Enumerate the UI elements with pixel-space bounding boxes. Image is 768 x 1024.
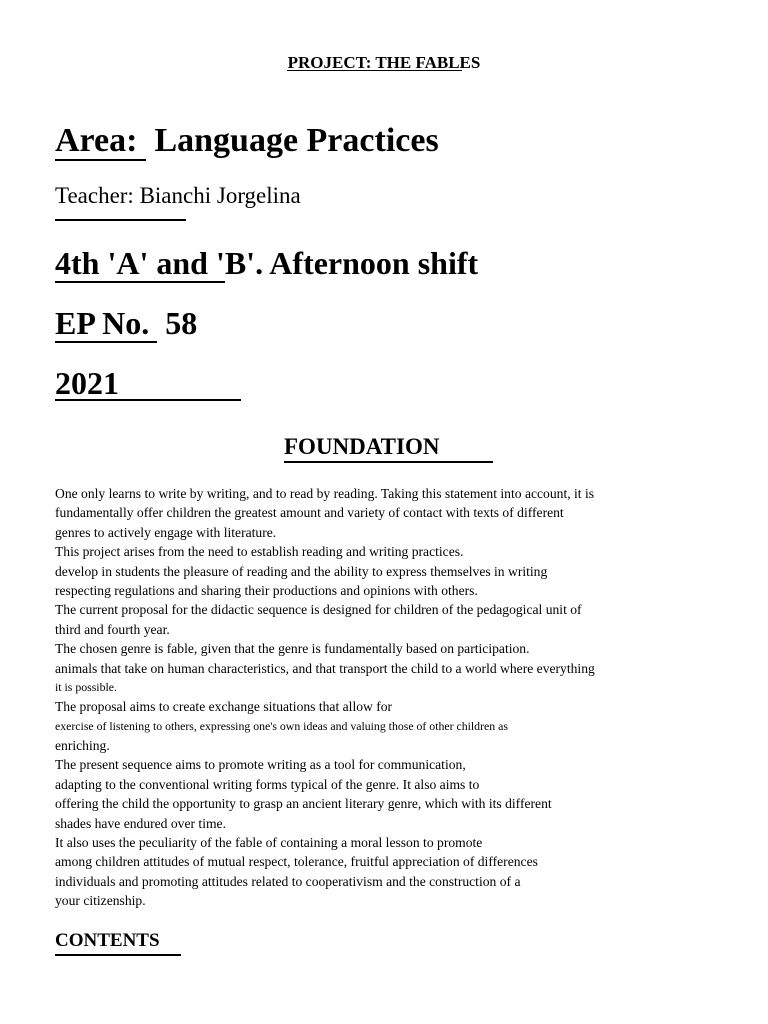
area-value: Language Practices [154, 122, 439, 159]
body-line: adapting to the conventional writing forms typical of the genre. It also aims to [55, 776, 480, 792]
body-line: it is possible. [55, 679, 117, 694]
body-line: The present sequence aims to promote writing as a tool for communication, [55, 757, 466, 773]
teacher-underline [55, 219, 186, 221]
foundation-underline [284, 461, 493, 463]
foundation-body [55, 484, 715, 911]
body-line: shades have endured over time. [55, 815, 226, 831]
grade-rest: B'. Afternoon shift [224, 245, 479, 281]
body-line: animals that take on human characteristics, and that transport the child to a world where everything [55, 660, 595, 676]
body-line: exercise of listening to others, expressing one's own ideas and valuing those of other children as [55, 718, 508, 733]
teacher-line-text: Teacher: Bianchi Jorgelina [55, 183, 301, 208]
body-line: This project arises from the need to establish reading and writing practices. [55, 544, 464, 560]
project-title-text: PROJECT: THE FABLES [287, 53, 481, 72]
body-line: your citizenship. [55, 893, 146, 909]
grade-underlined-part: 4th 'A' and ' [55, 245, 225, 281]
contents-underline [55, 954, 181, 956]
project-title [0, 53, 768, 73]
body-line: among children attitudes of mutual respect, tolerance, fruitful appreciation of differences [55, 854, 538, 870]
area-heading [55, 122, 439, 160]
contents-heading: CONTENTS [55, 930, 160, 951]
foundation-heading: FOUNDATION [284, 434, 440, 459]
body-line: offering the child the opportunity to grasp an ancient literary genre, which with its different [55, 796, 552, 812]
body-line: respecting regulations and sharing their productions and opinions with others. [55, 582, 478, 598]
body-line: enriching. [55, 738, 110, 754]
school-value: 58 [165, 305, 198, 341]
body-line: genres to actively engage with literature. [55, 524, 277, 540]
body-line: fundamentally offer children the greatest amount and variety of contact with texts of different [55, 505, 564, 521]
body-line: One only learns to write by writing, and to read by reading. Taking this statement into account, it is [55, 486, 595, 501]
body-line: develop in students the pleasure of reading and the ability to express themselves in writing [55, 563, 548, 579]
body-line: individuals and promoting attitudes related to cooperativism and the construction of a [55, 873, 521, 889]
body-line: It also uses the peculiarity of the fable of containing a moral lesson to promote [55, 835, 483, 851]
school-number-heading [55, 305, 197, 342]
area-label: Area: [55, 122, 146, 161]
body-line: The chosen genre is fable, given that the genre is fundamentally based on participation. [55, 641, 530, 657]
body-line: third and fourth year. [55, 621, 170, 637]
grade-heading [55, 245, 478, 282]
school-label: EP No. [55, 305, 157, 343]
project-title-underline [287, 70, 463, 71]
body-line: The current proposal for the didactic sequence is designed for children of the pedagogical unit of [55, 602, 582, 618]
year-heading: 2021 [55, 365, 119, 401]
body-line: The proposal aims to create exchange situations that allow for [55, 699, 393, 715]
year-underline [55, 399, 241, 401]
